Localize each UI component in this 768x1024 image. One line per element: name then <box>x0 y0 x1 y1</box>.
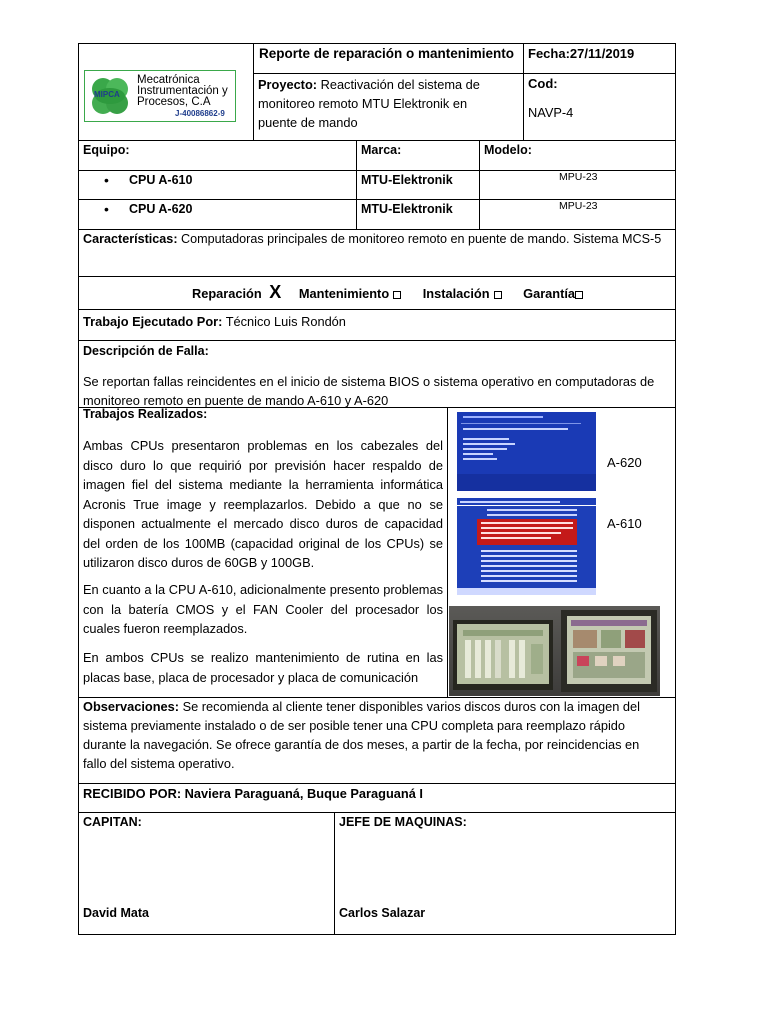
photo-a610-bios <box>457 498 596 595</box>
caption-a610: A-610 <box>607 516 642 531</box>
col-modelo: Modelo: <box>484 143 532 157</box>
capitan-name: David Mata <box>83 906 149 920</box>
logo-text: MIPCA <box>94 90 120 99</box>
equipo-row-1-cell <box>78 170 357 200</box>
trabajos-label: Trabajos Realizados: <box>83 407 208 421</box>
observaciones-line-2: sistema previamente instalado o de ser posible tener una CPU completa para reemplazo rápido <box>83 718 626 733</box>
proyecto-line-3: puente de mando <box>258 115 358 130</box>
capitan-label: CAPITAN: <box>83 815 142 829</box>
equipo-2: CPU A-620 <box>129 202 193 216</box>
instalacion-checkbox <box>494 291 502 299</box>
proyecto-line-1: Reactivación del sistema de <box>317 77 480 92</box>
cod-label: Cod: <box>528 76 558 91</box>
observaciones-line-3: durante la navegación. Se ofrece garantía de dos meses, a partir de la fecha, por reincidencias en <box>83 737 640 752</box>
observaciones-label: Observaciones: <box>83 699 180 714</box>
falla-line-1: Se reportan fallas reincidentes en el inicio de sistema BIOS o sistema operativo en computadoras de <box>83 374 655 389</box>
modelo-1: MPU-23 <box>559 171 598 183</box>
photo-monitors <box>449 606 660 696</box>
report-title: Reporte de reparación o mantenimiento <box>259 46 515 61</box>
recibido-value: Naviera Paraguaná, Buque Paraguaná I <box>181 786 423 801</box>
observaciones-line-4: fallo del sistema operativo. <box>83 756 235 771</box>
equipo-row-2-cell <box>78 199 357 230</box>
recibido <box>83 786 423 801</box>
modelo-2: MPU-23 <box>559 200 598 212</box>
equipo-1: CPU A-610 <box>129 173 193 187</box>
trabajos-p1: Ambas CPUs presentaron problemas en los cabezales del disco duro lo que requirió por previsión hacer respaldo de imagen fiel del sistema mediante la herramienta informática Acronis True image y reemplazarlos. Debido a que no se disponen actualmente el mercado disco duros de capacidad del orden de los 100MB (capacidad original de los CPUs) se utilizaron disco duros de 60GB y 100GB. <box>83 438 443 570</box>
mantenimiento-label: Mantenimiento <box>298 286 390 301</box>
col-equipo: Equipo: <box>83 143 130 157</box>
caracteristicas-text: Computadoras principales de monitoreo remoto en puente de mando. Sistema MCS-5 <box>177 232 662 246</box>
trabajos-p3: En ambos CPUs se realizo mantenimiento de rutina en las placas base, placa de procesador y placa de comunicación <box>83 650 443 685</box>
proyecto-line-2: monitoreo remoto MTU Elektronik en <box>258 96 468 111</box>
reparacion-label: Reparación <box>192 286 262 301</box>
jefe-name: Carlos Salazar <box>339 906 426 920</box>
fecha-value: 27/11/2019 <box>569 46 635 61</box>
company-name <box>137 75 228 108</box>
trabajo-ejecutado <box>83 314 346 329</box>
company-rif: J-40086862-9 <box>175 109 225 118</box>
col-marca: Marca: <box>361 143 402 157</box>
recibido-label: RECIBIDO POR: <box>83 786 182 801</box>
company-logo <box>84 70 236 122</box>
cod-value: NAVP-4 <box>528 105 574 120</box>
trabajo-label: Trabajo Ejecutado Por: <box>83 314 223 329</box>
photo-a620-bios <box>457 412 596 491</box>
trabajo-value: Técnico Luis Rondón <box>222 314 346 329</box>
observaciones-line-1: Se recomienda al cliente tener disponibles varios discos duros con la imagen del <box>179 699 640 714</box>
fecha <box>528 46 634 61</box>
company-line-2: Instrumentación y <box>137 85 228 97</box>
proyecto <box>258 75 520 132</box>
caracteristicas-label: Características: <box>83 232 178 246</box>
bullet-2: • <box>104 201 109 217</box>
company-line-1: Mecatrónica <box>137 74 200 86</box>
observaciones-text <box>83 697 671 773</box>
garantia-checkbox <box>575 291 583 299</box>
company-line-3: Procesos, C.A <box>137 96 211 108</box>
service-type-row <box>192 282 583 303</box>
instalacion-label: Instalación <box>422 286 490 301</box>
falla-line-2: monitoreo remoto en puente de mando A-610 y A-620 <box>83 393 389 408</box>
marca-2: MTU-Elektronik <box>361 202 453 216</box>
reparacion-mark: X <box>269 282 282 302</box>
falla-text <box>83 372 671 410</box>
caption-a620: A-620 <box>607 455 642 470</box>
trabajos-p2: En cuanto a la CPU A-610, adicionalmente presento problemas con la batería CMOS y el FAN Cooler del procesador los cuales fueron reemplazados. <box>83 582 443 636</box>
bullet-1: • <box>104 172 109 188</box>
caracteristicas <box>83 232 661 246</box>
fecha-label: Fecha: <box>528 46 570 61</box>
proyecto-label: Proyecto: <box>258 77 318 92</box>
marca-1: MTU-Elektronik <box>361 173 453 187</box>
falla-label: Descripción de Falla: <box>83 344 209 358</box>
mantenimiento-checkbox <box>393 291 401 299</box>
jefe-label: JEFE DE MAQUINAS: <box>339 815 467 829</box>
garantia-label: Garantía <box>523 286 576 301</box>
